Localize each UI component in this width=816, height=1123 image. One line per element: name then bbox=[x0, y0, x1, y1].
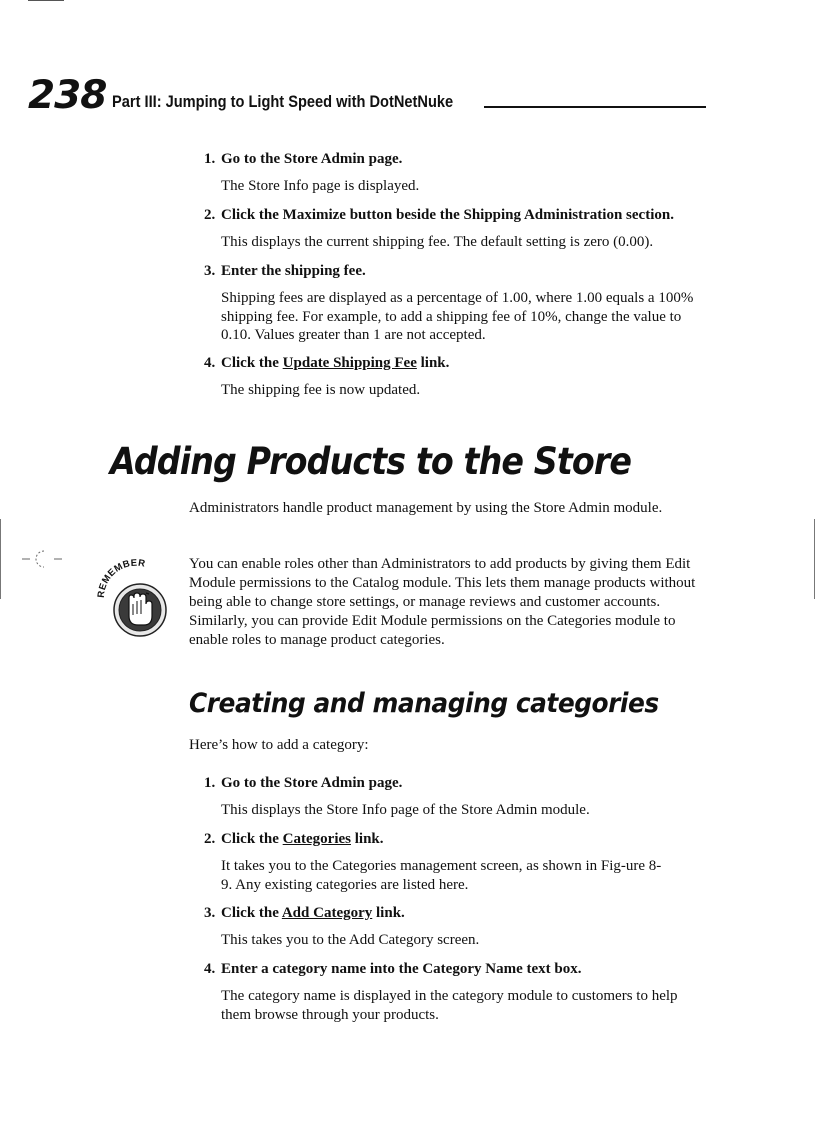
remember-paragraph: You can enable roles other than Administrators to add products by giving them Edit Module permissions to the Catalog module. This lets them manage products without being able to change store settings, or manage reviews and customer accounts. Similarly, you can provide Edit Module permissions on the Categories module to enable roles to manage product categories. bbox=[189, 556, 696, 648]
label-text: link. bbox=[372, 905, 405, 921]
remember-icon-label: REMEMBER bbox=[96, 558, 147, 599]
step-body: It takes you to the Categories management screen, as shown in Fig-ure 8-9. Any existing categories are listed here. bbox=[221, 858, 662, 893]
step-number: 2. bbox=[204, 207, 216, 223]
page-number: 238 bbox=[28, 73, 107, 118]
list-item bbox=[204, 206, 711, 262]
categories-intro: Here’s how to add a category: bbox=[189, 737, 369, 753]
step-label bbox=[221, 354, 711, 372]
step-label: Click the Maximize button beside the Shipping Administration section. bbox=[221, 207, 674, 223]
step-number: 3. bbox=[204, 263, 216, 279]
label-text: link. bbox=[416, 355, 450, 371]
label-text: Click the bbox=[221, 355, 283, 371]
step-number: 4. bbox=[204, 961, 216, 977]
category-steps-list bbox=[204, 774, 711, 1024]
label-text: link. bbox=[350, 831, 384, 847]
crop-mark-icon bbox=[22, 549, 66, 569]
running-header: Part III: Jumping to Light Speed with DotNetNuke bbox=[112, 92, 454, 111]
step-label bbox=[221, 830, 711, 848]
step-number: 1. bbox=[204, 775, 216, 791]
list-item bbox=[204, 830, 711, 904]
step-label: Enter the shipping fee. bbox=[221, 263, 366, 279]
list-item bbox=[204, 904, 711, 960]
step-number: 2. bbox=[204, 831, 216, 847]
list-item bbox=[204, 774, 711, 830]
list-item bbox=[204, 262, 711, 354]
margin-mark bbox=[814, 519, 815, 599]
section-heading: Adding Products to the Store bbox=[110, 440, 632, 483]
remember-icon bbox=[96, 558, 176, 640]
list-item bbox=[204, 960, 711, 1024]
header-rule bbox=[484, 106, 706, 108]
categories-link[interactable]: Categories bbox=[282, 831, 351, 847]
step-body: This displays the Store Info page of the Store Admin module. bbox=[221, 802, 590, 818]
step-label: Go to the Store Admin page. bbox=[221, 151, 403, 167]
label-text: Click the bbox=[221, 831, 283, 847]
step-body: Shipping fees are displayed as a percentage of 1.00, where 1.00 equals a 100% shipping fee. For example, to add a shipping fee of 10%, change the value to 0.10. Values greater than 1 are not accepted. bbox=[221, 290, 694, 343]
step-number: 3. bbox=[204, 905, 216, 921]
step-body: The shipping fee is now updated. bbox=[221, 382, 421, 398]
step-label bbox=[221, 904, 711, 922]
update-shipping-fee-link[interactable]: Update Shipping Fee bbox=[282, 355, 417, 371]
label-text: Click the bbox=[221, 905, 282, 921]
step-number: 4. bbox=[204, 355, 216, 371]
page-corner-rule bbox=[28, 0, 64, 1]
subsection-heading: Creating and managing categories bbox=[189, 688, 659, 719]
margin-mark bbox=[0, 519, 1, 599]
list-item bbox=[204, 150, 711, 206]
step-label: Go to the Store Admin page. bbox=[221, 775, 403, 791]
step-body: The category name is displayed in the category module to customers to help them browse through your products. bbox=[221, 988, 678, 1023]
step-body: The Store Info page is displayed. bbox=[221, 178, 420, 194]
step-body: This takes you to the Add Category screen. bbox=[221, 932, 480, 948]
shipping-steps-list bbox=[204, 150, 711, 400]
step-number: 1. bbox=[204, 151, 216, 167]
add-category-link[interactable]: Add Category bbox=[281, 905, 373, 921]
step-body: This displays the current shipping fee. The default setting is zero (0.00). bbox=[221, 234, 654, 250]
intro-paragraph: Administrators handle product management by using the Store Admin module. bbox=[189, 500, 663, 516]
step-label: Enter a category name into the Category Name text box. bbox=[221, 961, 582, 977]
list-item bbox=[204, 354, 711, 400]
